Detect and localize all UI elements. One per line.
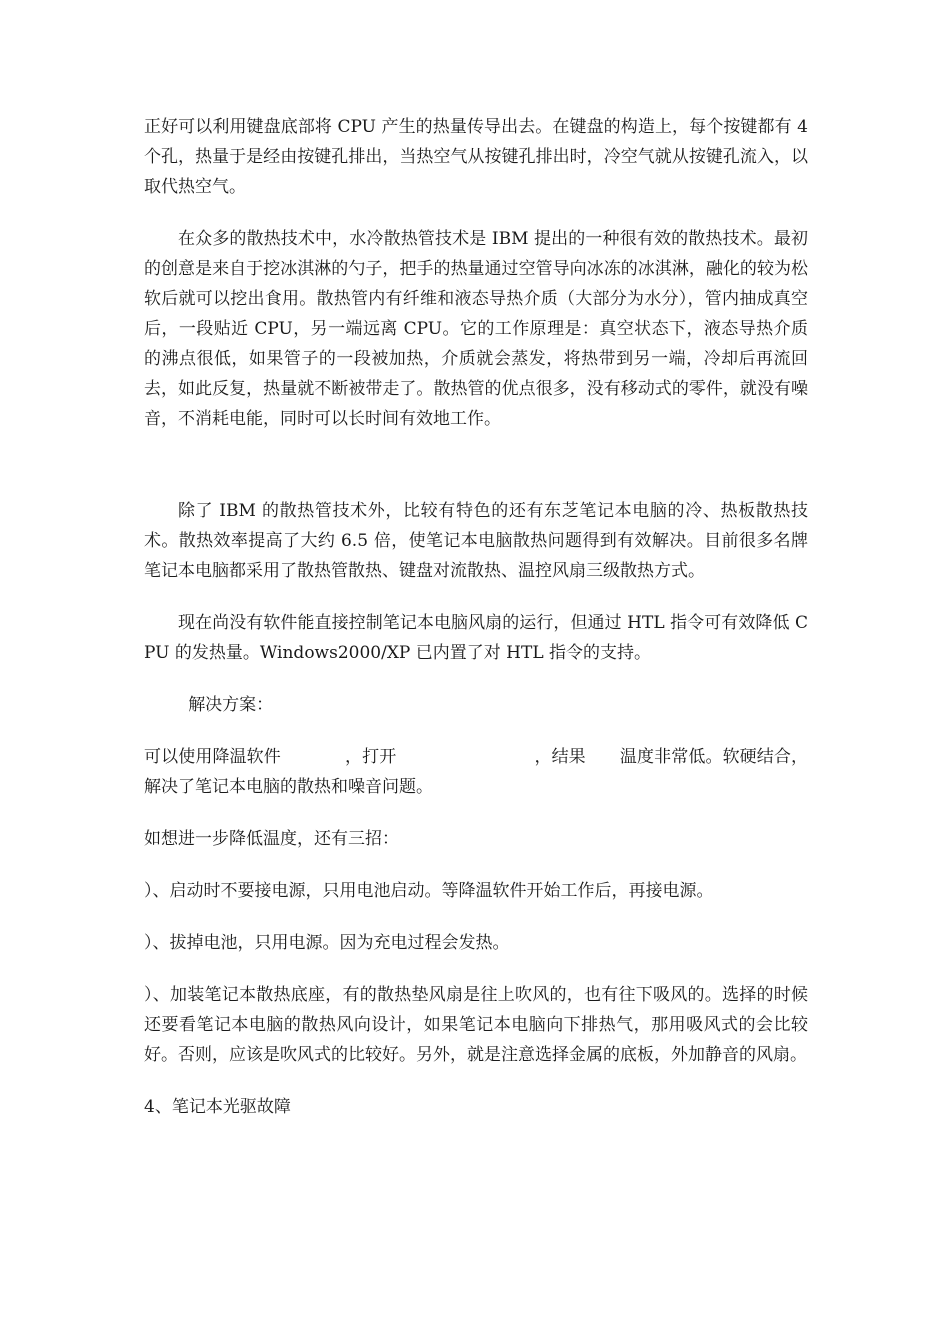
paragraph-three-tips-intro: 如想进一步降低温度，还有三招： bbox=[144, 829, 399, 849]
paragraph-heat-pipe: 在众多的散热技术中，水冷散热管技术是 IBM 提出的一种很有效的散热技术。最初的创意是来自于挖冰淇淋的勺子，把手的热量通过空管导向冰冻的冰淇淋，融化的较为松软后就可以挖出食用。散热管内有纤维和液态导热介质（大部分为水分），管内抽成真空后，一段贴近 CPU，另一端远离 CPU。它的工作原理是：真空状态下，液态导热介质的沸点很低，如果管子的一段被加热，介质就会蒸发，将热带到另一端，冷却后再流回去，如此反复，热量就不断被带走了。散热管的优点很多，没有移动式的零件，就没有噪音，不消耗电能，同时可以长时间有效地工作。 bbox=[144, 229, 808, 429]
paragraph-toshiba-cooling: 除了 IBM 的散热管技术外，比较有特色的还有东芝笔记本电脑的冷、热板散热技术。散热效率提高了大约 6.5 倍，使笔记本电脑散热问题得到有效解决。目前很多名牌笔记本电脑都采用了散热管散热、键盘对流散热、温控风扇三级散热方式。 bbox=[144, 501, 808, 581]
paragraph-tip-2: ）、拔掉电池，只用电源。因为充电过程会发热。 bbox=[144, 933, 510, 953]
solution-text-part-3: ，结果 bbox=[534, 747, 586, 767]
paragraph-solution-body bbox=[144, 742, 808, 802]
document-body bbox=[144, 112, 808, 1144]
section-heading-optical-drive: 4、笔记本光驱故障 bbox=[144, 1097, 291, 1117]
paragraph-keyboard-heat: 正好可以利用键盘底部将 CPU 产生的热量传导出去。在键盘的构造上，每个按键都有 4 个孔，热量于是经由按键孔排出，当热空气从按键孔排出时，冷空气就从按键孔流入，以取代热空气。 bbox=[144, 117, 808, 197]
solution-text-part-2: ，打开 bbox=[344, 747, 397, 767]
solution-text-part-4: 温度非常低。软硬结合，解决了笔记本电脑的散热和噪音问题。 bbox=[144, 747, 809, 797]
paragraph-tip-1: ）、启动时不要接电源，只用电池启动。等降温软件开始工作后，再接电源。 bbox=[144, 881, 714, 901]
paragraph-htl-instruction: 现在尚没有软件能直接控制笔记本电脑风扇的运行，但通过 HTL 指令可有效降低 CPU 的发热量。Windows2000/XP 已内置了对 HTL 指令的支持。 bbox=[144, 613, 808, 663]
paragraph-tip-3: ）、加装笔记本散热底座，有的散热垫风扇是往上吹风的，也有往下吸风的。选择的时候还要看笔记本电脑的散热风向设计，如果笔记本电脑向下排热气，那用吸风式的会比较好。否则，应该是吹风式的比较好。另外，就是注意选择金属的底板，外加静音的风扇。 bbox=[144, 985, 808, 1065]
paragraph-solution-heading: 解决方案： bbox=[188, 695, 274, 715]
solution-text-part-1: 可以使用降温软件 bbox=[144, 747, 281, 767]
